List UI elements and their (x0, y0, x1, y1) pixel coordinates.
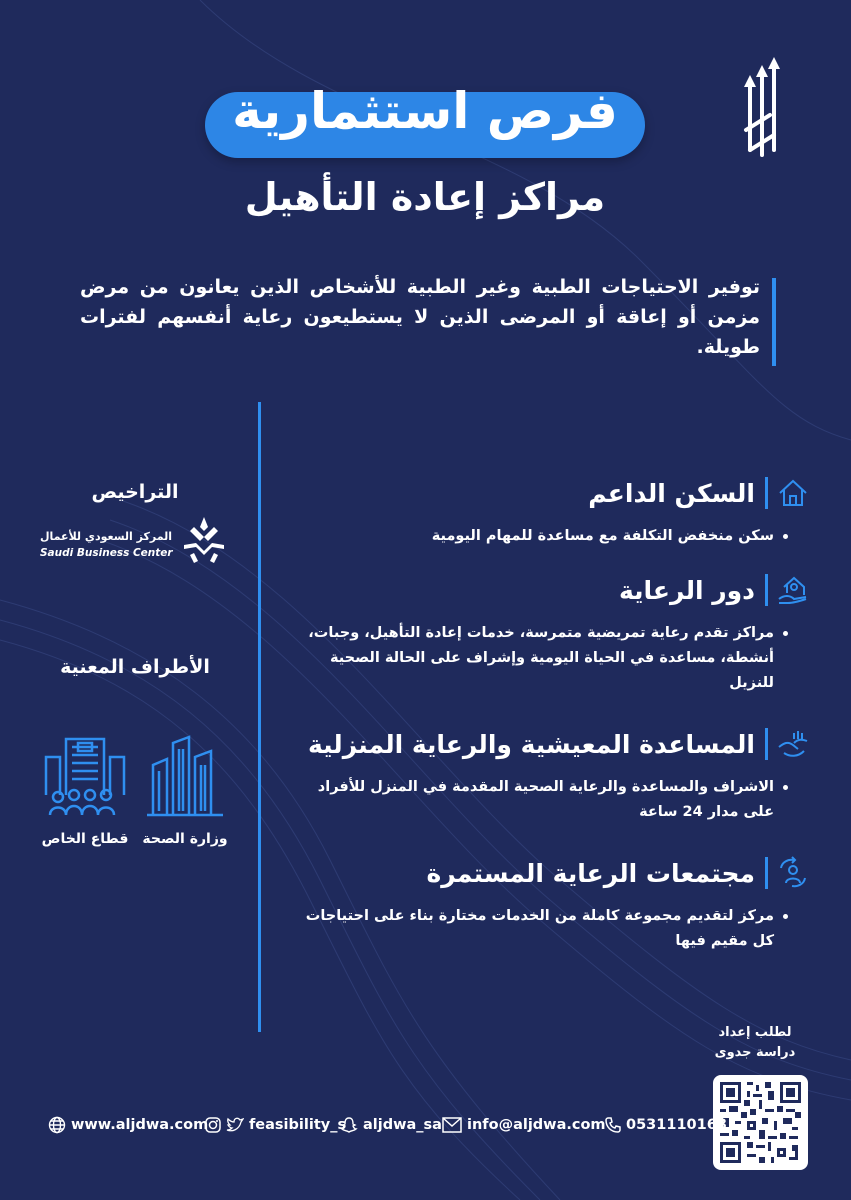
section-title: السكن الداعم (588, 478, 755, 508)
section-title: المساعدة المعيشية والرعاية المنزلية (307, 729, 755, 759)
section-care-homes (290, 573, 810, 696)
section-separator (765, 857, 768, 889)
page-title: فرص استثمارية (232, 82, 618, 140)
social-handle: feasibility_s (249, 1117, 347, 1133)
community-care-icon (776, 856, 810, 890)
qr-caption-line2: دراسة جدوى (714, 1045, 796, 1060)
contact-phone[interactable] (605, 1113, 727, 1137)
parties-heading-wrap (30, 656, 240, 678)
snapchat-handle: aljdwa_sa (363, 1117, 442, 1133)
globe-icon (48, 1116, 66, 1134)
party-label: قطاع الخاص (41, 831, 129, 847)
section-separator (765, 477, 768, 509)
section-body: الاشراف والمساعدة والرعاية الصحية المقدمة في المنزل للأفراد على مدار 24 ساعة (290, 775, 788, 825)
private-sector-icon (42, 735, 128, 817)
care-home-icon (776, 573, 810, 607)
licenses-heading: التراخيص (91, 481, 179, 503)
section-assisted-living (290, 727, 810, 825)
email-address: info@aljdwa.com (467, 1117, 606, 1133)
section-title: مجتمعات الرعاية المستمرة (426, 858, 755, 888)
party-private-sector (40, 735, 130, 847)
parties-heading: الأطراف المعنية (60, 656, 210, 678)
party-ministry-of-health (140, 735, 230, 847)
licenses-heading-wrap (30, 481, 240, 503)
sbc-emblem-icon (180, 515, 228, 565)
brand-logo (740, 55, 790, 160)
phone-icon (605, 1117, 621, 1133)
qr-caption (700, 1023, 810, 1063)
qr-caption-line1: لطلب إعداد (718, 1025, 792, 1040)
party-label: وزارة الصحة (142, 831, 228, 847)
house-icon (776, 476, 810, 510)
email-icon (442, 1117, 462, 1133)
contact-snapchat[interactable] (340, 1113, 442, 1137)
feasibility-study-qr-code[interactable] (713, 1075, 808, 1170)
page-subtitle: مراكز إعادة التأهيل (244, 175, 606, 219)
section-continuing-care (290, 856, 810, 954)
column-divider (258, 402, 261, 1032)
saudi-business-center-logo (40, 515, 235, 570)
phone-number: 0531110168 (626, 1117, 727, 1133)
section-body: مركز لتقديم مجموعة كاملة من الخدمات مختارة بناء على احتياجات كل مقيم فيها (290, 904, 788, 954)
twitter-icon (226, 1117, 244, 1133)
qr-code-icon (720, 1082, 801, 1163)
intro-paragraph: توفير الاحتياجات الطبية وغير الطبية للأشخاص الذين يعانون من مرض مزمن أو إعاقة أو المرضى الذين لا يستطيعون رعاية أنفسهم لفترات طويلة. (80, 276, 760, 358)
contact-social[interactable] (205, 1113, 346, 1137)
section-supportive-housing (290, 476, 810, 549)
section-body: مراكز تقدم رعاية تمريضية متمرسة، خدمات إعادة التأهيل، وجبات، أنشطة، مساعدة في الحياة اليومية وإشراف على الحالة الصحية للنزيل (290, 621, 788, 696)
intro-accent-bar (772, 278, 776, 366)
sbc-name-ar: المركز السعودي للأعمال (40, 530, 172, 543)
website-url: www.aljdwa.com (71, 1117, 209, 1133)
section-separator (765, 574, 768, 606)
contact-website[interactable] (48, 1113, 208, 1137)
ministry-building-icon (145, 735, 225, 817)
helping-hands-icon (776, 727, 810, 761)
section-body: سكن منخفض التكلفة مع مساعدة للمهام اليومية (290, 524, 788, 549)
sbc-name-en: Saudi Business Center (40, 547, 173, 559)
contact-email[interactable] (442, 1113, 606, 1137)
section-title: دور الرعاية (619, 575, 755, 605)
section-separator (765, 728, 768, 760)
